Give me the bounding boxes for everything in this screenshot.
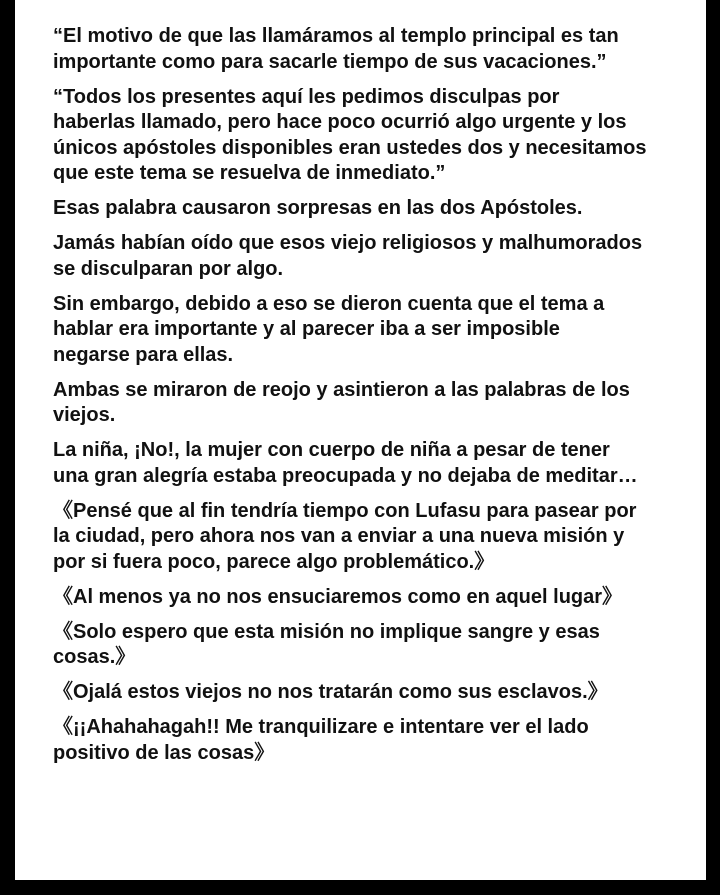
paragraph: “Todos los presentes aquí les pedimos disculpas por haberlas llamado, pero hace poco ocurrió algo urgente y los únicos apóstoles disponibles eran ustedes dos y necesitamos que este tema se resuelva de inmediato.” — [53, 85, 647, 184]
paragraph: 《Solo espero que esta misión no implique sangre y esas cosas.》 — [53, 620, 600, 668]
paragraph: La niña, ¡No!, la mujer con cuerpo de niña a pesar de tener una gran alegría estaba preocupada y no dejaba de meditar… — [53, 439, 638, 487]
paragraph: “El motivo de que las llamáramos al templo principal es tan importante como para sacarle tiempo de sus vacaciones.” — [53, 25, 619, 73]
paragraph: Sin embargo, debido a eso se dieron cuenta que el tema a hablar era importante y al parecer iba a ser imposible negarse para ellas. — [53, 292, 605, 366]
document-text — [53, 24, 693, 776]
paragraph: Ambas se miraron de reojo y asintieron a las palabras de los viejos. — [53, 378, 630, 426]
paragraph: Esas palabra causaron sorpresas en las dos Apóstoles. — [53, 197, 583, 219]
paragraph: 《Ojalá estos viejos no nos tratarán como sus esclavos.》 — [53, 681, 608, 703]
document-page — [15, 0, 706, 880]
paragraph: 《Pensé que al fin tendría tiempo con Lufasu para pasear por la ciudad, pero ahora nos van a enviar a una nueva misión y por si fuera poco, parece algo problemático.》 — [53, 499, 637, 573]
paragraph: 《¡¡Ahahahagah!! Me tranquilizare e intentare ver el lado positivo de las cosas》 — [53, 716, 589, 764]
paragraph: 《Al menos ya no nos ensuciaremos como en aquel lugar》 — [53, 585, 623, 608]
paragraph: Jamás habían oído que esos viejo religiosos y malhumorados se disculparan por algo. — [53, 232, 643, 280]
